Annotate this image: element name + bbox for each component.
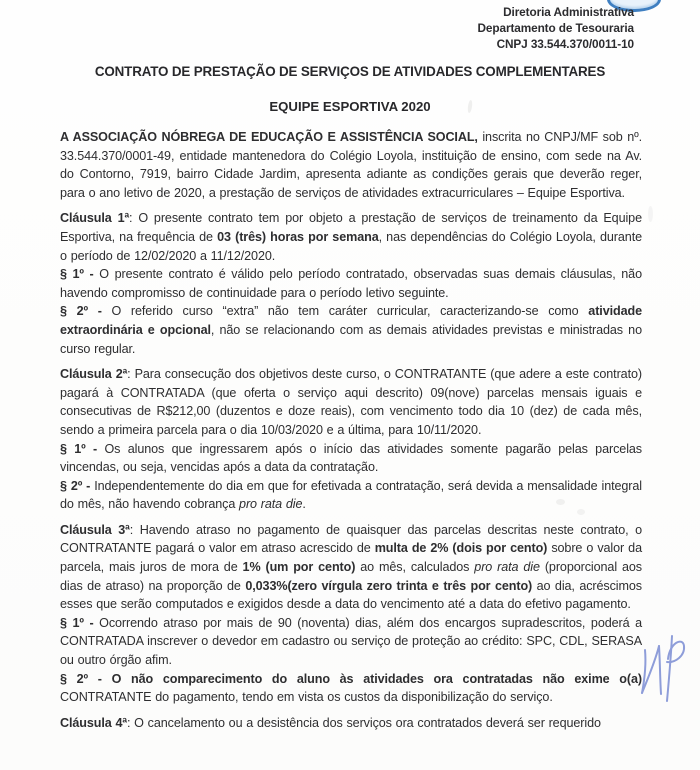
clause-4-paragraph: Cláusula 4ª: O cancelamento ou a desistência dos serviços ora contratados deverá ser requerido: [60, 715, 601, 730]
ink-initials-icon: [638, 629, 690, 709]
intro-paragraph: A ASSOCIAÇÃO NÓBREGA DE EDUCAÇÃO E ASSISTÊNCIA SOCIAL, inscrita no CNPJ/MF sob nº. 33.544.370/0001-49, entidade mantenedora do Colégio Loyola, instituição de ensino, com sede na Av. do Contorno, 7919, bairro Cidade Jardim, apresenta adiante as condições gerais que deverão reger, para o ano letivo de 2020, a prestação de serviços de atividades extracurriculares – Equipe Esportiva.: [60, 130, 642, 200]
clause-3-block: [60, 521, 642, 707]
handwritten-initials-np: [638, 629, 690, 714]
letterhead-line-cnpj: CNPJ 33.544.370/0011-10: [496, 37, 634, 52]
document-title: CONTRATO DE PRESTAÇÃO DE SERVIÇOS DE ATIVIDADES COMPLEMENTARES: [94, 64, 606, 79]
scan-artifact: [556, 499, 565, 505]
clause-2-paragraph: Cláusula 2ª: Para consecução dos objetivos deste curso, o CONTRATANTE (que adere a este contrato) pagará à CONTRATADA (que oferta o serviço aqui descrito) 09(nove) parcelas mensais iguais e consecutivas de R$212,00 (duzentos e doze reais), com vencimento todo dia 10 (dez) de cada mês, sendo a primeira parcela para o dia 10/03/2020 e a última, para 10/11/2020.: [60, 367, 642, 437]
clause-2-par2: § 2º - Independentemente do dia em que for efetivada a contratação, será devida a mensalidade integral do mês, não havendo cobrança pro rata die.: [60, 478, 642, 512]
clause-2-par1: § 1º - Os alunos que ingressarem após o início das atividades somente pagarão pelas parcelas vincendas, ou seja, vencidas após a data da contratação.: [60, 441, 642, 475]
letterhead: [478, 4, 635, 53]
document-subtitle: EQUIPE ESPORTIVA 2020: [269, 99, 431, 114]
clause-3-par2: § 2º - O não comparecimento do aluno às atividades ora contratadas não exime o(a) CONTRATANTE do pagamento, tendo em vista os custos da disponibilização do serviço.: [60, 671, 642, 705]
clause-1-par1: § 1º - O presente contrato é válido pelo período contratado, observadas suas demais cláusulas, não havendo compromisso de continuidade para o período letivo seguinte.: [60, 267, 642, 300]
clause-1-paragraph: Cláusula 1ª: O presente contrato tem por objeto a prestação de serviços de treinamento da Equipe Esportiva, na frequência de 03 (três) horas por semana, nas dependências do Colégio Loyola, durante o período de 12/02/2020 a 11/12/2020.: [60, 211, 643, 263]
clause-3-par1: § 1º - Ocorrendo atraso por mais de 90 (noventa) dias, além dos encargos supradescritos, poderá a CONTRATADA inscrever o devedor em cadastro ou serviço de proteção ao crédito: SPC, CDL, SERASA ou outro órgão afim.: [60, 615, 642, 668]
clause-1-par2: § 2º - O referido curso “extra” não tem caráter curricular, caracterizando-se como atividade extraordinária e opcional, não se relacionando com as demais atividades previstas e ministradas no curso regular.: [60, 304, 642, 356]
scan-artifact: [577, 509, 585, 515]
letterhead-line-directorate: Diretoria Administrativa: [503, 5, 634, 19]
clause-3-paragraph: Cláusula 3ª: Havendo atraso no pagamento de quaisquer das parcelas descritas neste contrato, o CONTRATANTE pagará o valor em atraso acrescido de multa de 2% (dois por cento) sobre o valor da parcela, mais juros de mora de 1% (um por cento) ao mês, calculados pro rata die (proporcional aos dias de atraso) na proporção de 0,033%(zero vírgula zero trinta e três por cento) ao dia, acréscimos esses que serão computados e exigidos desde a data do vencimento até a data do efetivo pagamento.: [60, 522, 642, 612]
scan-artifact: [648, 206, 653, 222]
clause-2-block: [60, 365, 642, 514]
clause-4-block: [60, 714, 642, 733]
document-body: [60, 128, 642, 739]
letterhead-line-department: Departamento de Tesouraria: [477, 21, 634, 36]
clause-1-block: [60, 209, 642, 358]
intro-block: [60, 128, 642, 202]
